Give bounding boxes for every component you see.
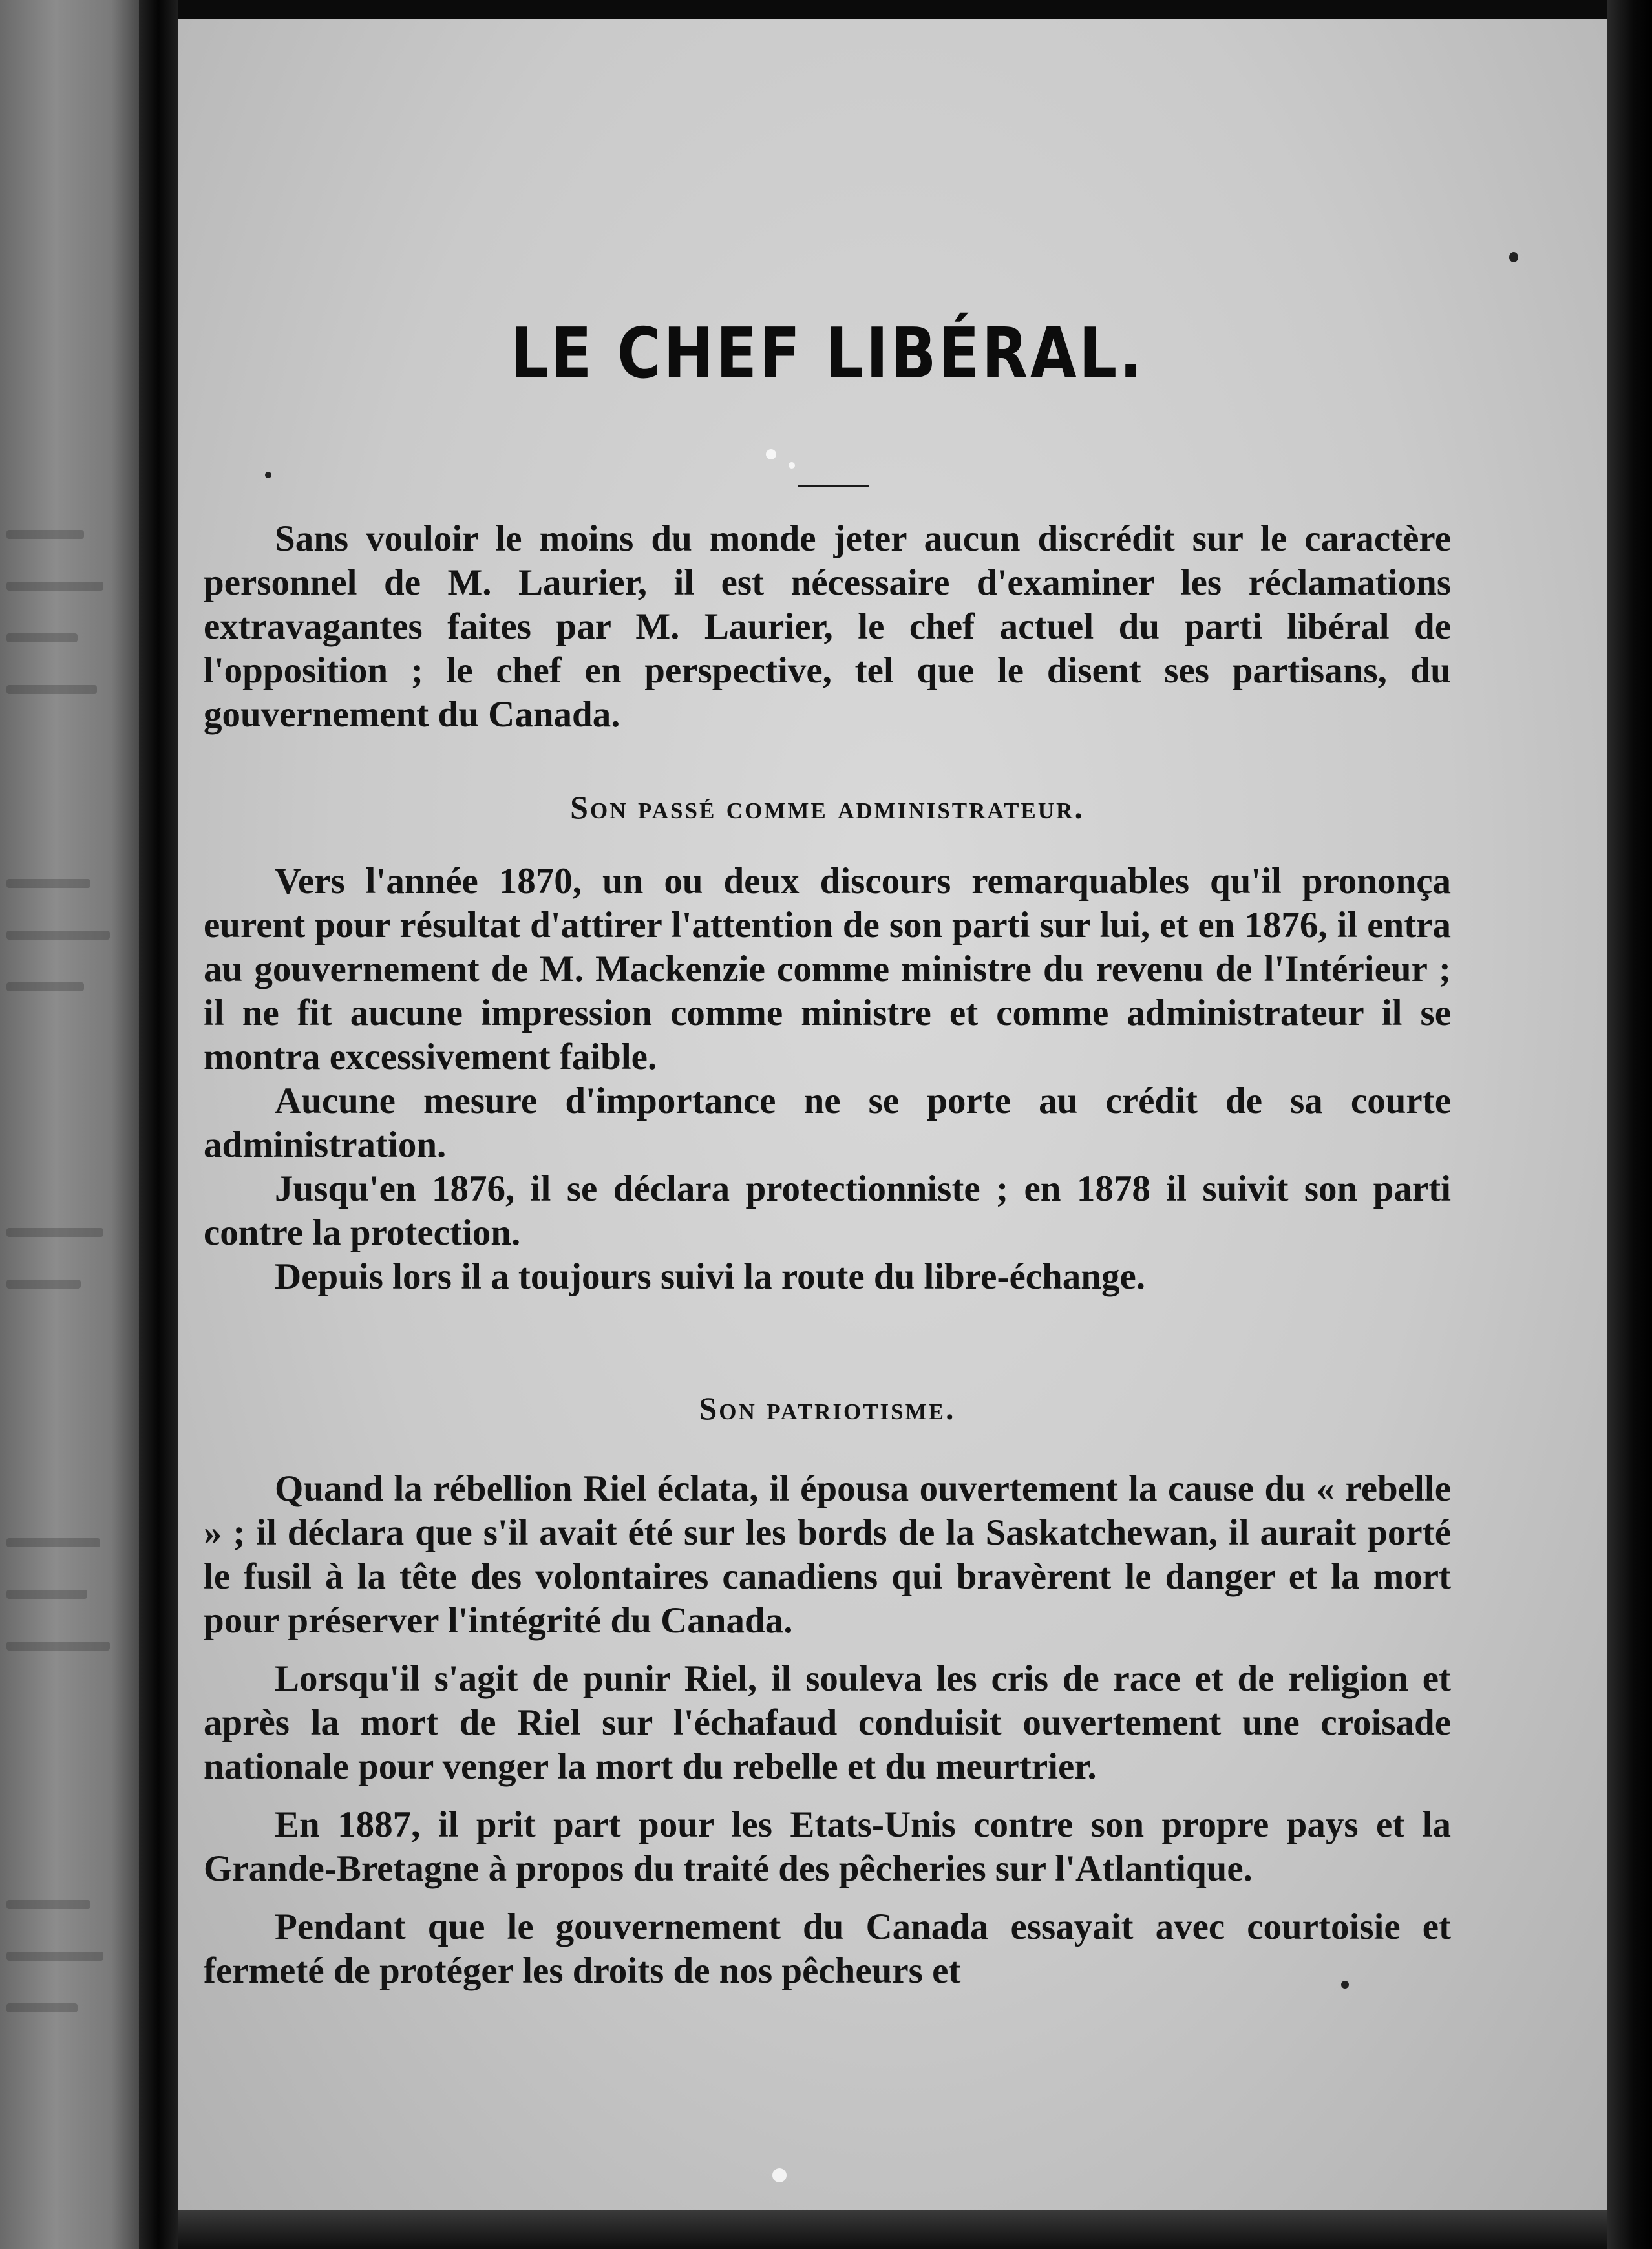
title-rule <box>798 485 869 487</box>
paragraph: Depuis lors il a toujours suivi la route du libre-échange. <box>275 1256 1145 1297</box>
ghost-text-line <box>6 633 78 642</box>
ghost-text-line <box>6 1228 103 1237</box>
intro-section <box>204 517 1451 737</box>
paragraph: Pendant que le gouvernement du Canada essayait avec courtoisie et fermeté de protéger les droits de nos pêcheurs et <box>204 1906 1451 1991</box>
paragraph: Aucune mesure d'importance ne se porte au crédit de sa courte administration. <box>204 1081 1451 1165</box>
adjacent-page <box>0 0 139 2249</box>
ghost-text-line <box>6 879 90 888</box>
chapter-title: LE CHEF LIBÉRAL. <box>510 313 1145 394</box>
paragraph: Vers l'année 1870, un ou deux discours remarquables qu'il prononça eurent pour résultat d'attirer l'attention de son parti sur lui, et en 1876, il entra au gouvernement de M. Mackenzie comme ministre du revenu de l'Intérieur ; il ne fit aucune impression comme ministre et comme administrateur il se montra excessivement faible. <box>204 861 1451 1077</box>
section-heading: Son passé comme administrateur. <box>570 789 1085 825</box>
ink-speck <box>1341 1981 1349 1989</box>
ghost-text-line <box>6 582 103 591</box>
ghost-text-line <box>6 530 84 539</box>
paragraph: Jusqu'en 1876, il se déclara protectionniste ; en 1878 il suivit son parti contre la protection. <box>204 1168 1451 1253</box>
administrator-section <box>204 860 1451 1299</box>
ghost-text-line <box>6 982 84 991</box>
ghost-text-line <box>6 2003 78 2012</box>
paragraph: Quand la rébellion Riel éclata, il épousa ouvertement la cause du « rebelle » ; il déclara que s'il avait été sur les bords de la Saskatchewan, il aurait porté le fusil à la tête des volontaires canadiens qui bravèrent le danger et la mort pour préserver l'intégrité du Canada. <box>204 1468 1451 1641</box>
patriotism-section <box>204 1467 1451 1993</box>
paragraph: En 1887, il prit part pour les Etats-Unis contre son propre pays et la Grande-Bretagne à propos du traité des pêcheries sur l'Atlantique. <box>204 1804 1451 1889</box>
ink-speck <box>265 472 271 478</box>
paragraph: Lorsqu'il s'agit de punir Riel, il souleva les cris de race et de religion et après la mort de Riel sur l'échafaud conduisit ouvertement une croisade nationale pour venger la mort du rebelle et du meurtrier. <box>204 1658 1451 1787</box>
page-edge-bottom <box>178 2210 1607 2249</box>
dust-spot <box>789 462 795 469</box>
page <box>178 19 1607 2210</box>
ghost-text-line <box>6 931 110 940</box>
ghost-text-line <box>6 1280 81 1289</box>
ghost-text-line <box>6 1642 110 1651</box>
ghost-text-line <box>6 1952 103 1961</box>
dust-spot <box>772 2168 787 2182</box>
ghost-text-line <box>6 685 97 694</box>
ink-speck <box>1509 252 1518 262</box>
ghost-text-line <box>6 1900 90 1909</box>
paragraph: Sans vouloir le moins du monde jeter aucun discrédit sur le caractère personnel de M. Laurier, il est nécessaire d'examiner les réclamations extravagantes faites par M. Laurier, le chef actuel du parti libéral de l'opposition ; le chef en perspective, tel que le disent ses partisans, du gouvernement du Canada. <box>204 518 1451 735</box>
dust-spot <box>766 449 776 459</box>
page-edge-right <box>1607 0 1652 2249</box>
ghost-text-line <box>6 1590 87 1599</box>
section-heading: Son patriotisme. <box>699 1390 956 1426</box>
book-gutter <box>139 0 178 2249</box>
ghost-text-line <box>6 1538 100 1547</box>
